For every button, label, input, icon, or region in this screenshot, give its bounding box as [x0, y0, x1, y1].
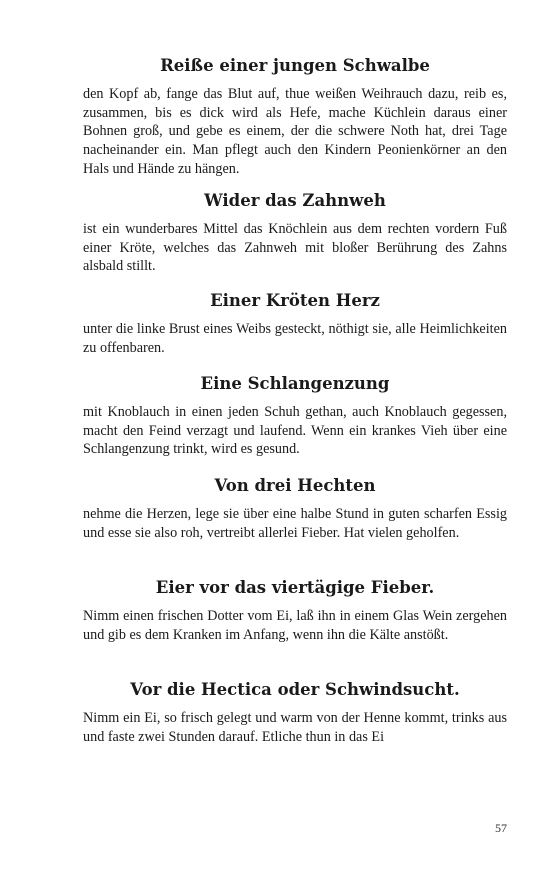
section-schwalbe: [83, 54, 507, 179]
section-zahnweh: [83, 189, 507, 276]
section-body: unter die linke Brust eines Weibs gesteckt, nöthigt sie, alle Heimlichkeiten zu offenbaren.: [83, 321, 507, 356]
section-body: nehme die Herzen, lege sie über eine halbe Stund in guten scharfen Essig und esse sie also roh, vertreibt allerlei Fieber. Hat vielen geholfen.: [83, 506, 507, 541]
section-heading: Eier vor das viertägige Fieber.: [155, 578, 435, 597]
section-body: mit Knoblauch in einen jeden Schuh gethan, auch Knoblauch gegessen, macht den Feind verzagt und laufend. Wenn ein krankes Vieh über eine Schlangenzung trinkt, wird es gesund.: [83, 404, 507, 458]
section-body: Nimm ein Ei, so frisch gelegt und warm von der Henne kommt, trinks aus und faste zwei Stunden darauf. Etliche thun in das Ei: [83, 710, 507, 745]
section-heading: Wider das Zahnweh: [204, 191, 386, 210]
section-fieber: [83, 576, 507, 644]
section-body: ist ein wunderbares Mittel das Knöchlein aus dem rechten vordern Fuß einer Kröte, welches das Zahnweh mit bloßer Berührung des Zahns alsbald stillt.: [83, 221, 507, 275]
section-schlangenzung: [83, 372, 507, 459]
section-kroeten-herz: [83, 289, 507, 357]
section-hectica: [83, 678, 507, 746]
section-hechten: [83, 474, 507, 542]
page-number: 57: [495, 821, 507, 835]
section-body: Nimm einen frischen Dotter vom Ei, laß ihn in einem Glas Wein zergehen und gib es dem Kranken im Anfang, wenn ihn die Kälte anstößt.: [83, 608, 507, 643]
section-heading: Eine Schlangenzung: [200, 374, 390, 393]
section-heading: Einer Kröten Herz: [210, 291, 380, 310]
section-heading: Von drei Hechten: [214, 476, 376, 495]
section-body: den Kopf ab, fange das Blut auf, thue weißen Weihrauch dazu, reib es, zusammen, bis es dick wird als Hefe, mache Küchlein daraus einer Bohnen groß, und gebe es einem, der die schwere Noth hat, drei Tage nacheinander ein. Man pflegt auch den Kindern Peonienkörner an den Hals und Hände zu hängen.: [83, 86, 507, 177]
section-heading: Reiße einer jungen Schwalbe: [160, 56, 430, 75]
section-heading: Vor die Hectica oder Schwindsucht.: [130, 680, 460, 699]
